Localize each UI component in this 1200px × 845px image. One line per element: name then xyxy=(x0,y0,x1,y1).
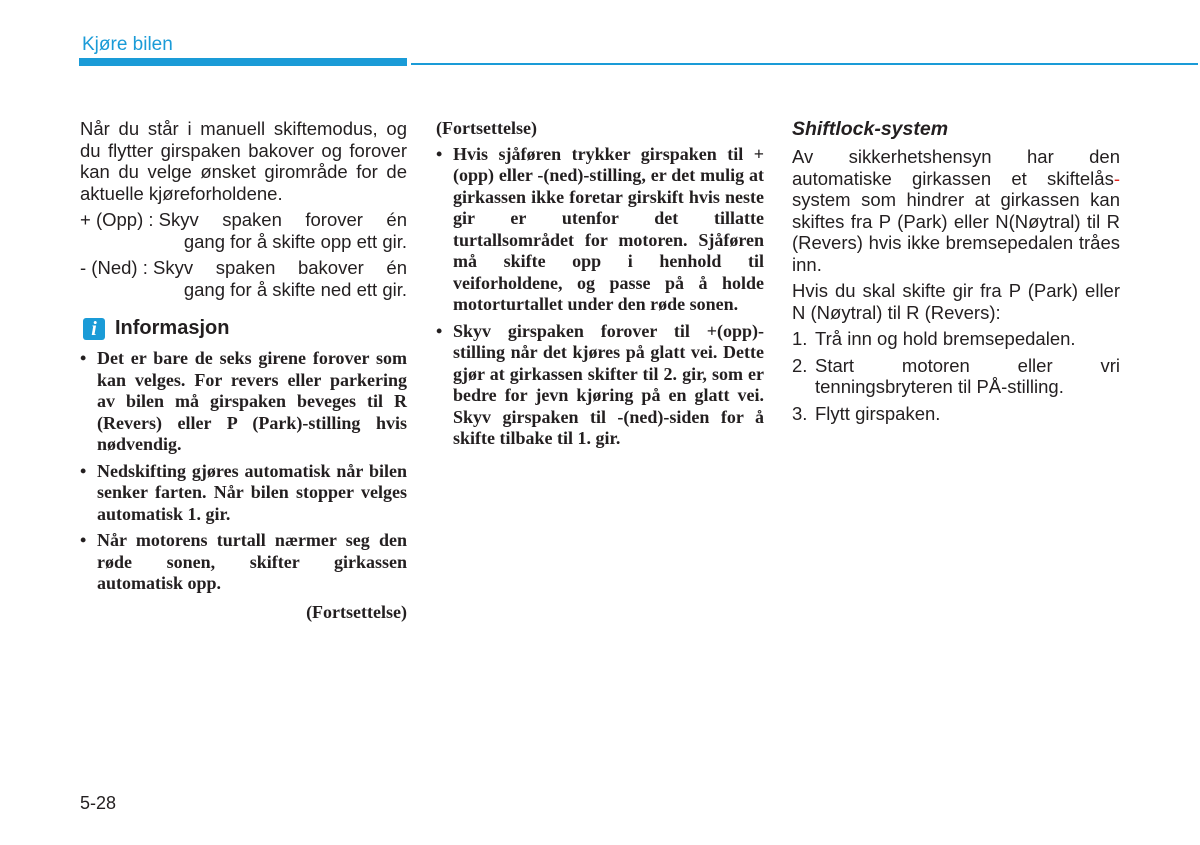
step-number: 1. xyxy=(792,328,808,349)
shiftlock-paragraph xyxy=(792,146,1120,275)
step-number: 3. xyxy=(792,402,808,424)
step-number: 2. xyxy=(792,354,808,376)
info-bullet: • Det er bare de seks girene forover som kan velges. For revers eller parkering av bilen må girspaken beveges til R (Revers) eller P (Park)-stilling hvis nødvendig. xyxy=(80,348,407,456)
opp-description-line2: gang for å skifte opp ett gir. xyxy=(183,230,407,252)
shiftlock-paragraph-part2: system som hindrer at girkassen kan skiftes fra P (Park) eller N(Nøytral) til R (Revers) hvis ikke bremsepedalen tråes inn. xyxy=(792,189,1120,275)
continued-label: (Fortsettelse) xyxy=(306,601,407,622)
info-bullet-list xyxy=(80,348,407,595)
step-item xyxy=(792,328,1120,350)
opp-definition xyxy=(80,209,407,252)
opp-description xyxy=(159,209,407,252)
section-title: Kjøre bilen xyxy=(82,34,173,55)
continued-bullet: • Skyv girspaken forover til +(opp)-stilling når det kjøres på glatt vei. Dette gjør at girkassen skifter til 2. gir, som er bedre for jevn kjøring på en glatt vei. Skyv girspaken til -(ned)-siden for å skifte tilbake til 1. gir. xyxy=(436,321,764,450)
left-column xyxy=(80,118,407,623)
hyphen-mark: - xyxy=(1113,167,1120,189)
opp-description-line1: Skyv spaken forover én xyxy=(158,209,407,230)
info-bullet: • Nedskifting gjøres automatisk når bilen senker farten. Når bilen stopper velges automatisk 1. gir. xyxy=(80,461,407,526)
ned-description-line2: gang for å skifte ned ett gir. xyxy=(183,278,407,300)
info-icon: i xyxy=(83,318,105,340)
step-item xyxy=(792,355,1120,398)
ned-description xyxy=(153,257,407,300)
ned-definition xyxy=(80,257,407,300)
info-heading xyxy=(80,317,407,340)
header-rule-thick xyxy=(79,58,407,66)
steps-list xyxy=(792,328,1120,424)
intro-paragraph: Når du står i manuell skiftemodus, og du flytter girspaken bakover og forover kan du velge ønsket girområde for de aktuelle kjøreforholdene. xyxy=(80,118,407,204)
continued-label: (Fortsettelse) xyxy=(436,118,537,138)
shiftlock-heading: Shiftlock-system xyxy=(792,118,949,140)
step-text: Trå inn og hold bremsepedalen. xyxy=(815,328,1076,349)
header-rule-thin xyxy=(411,63,1198,65)
right-column xyxy=(792,118,1120,424)
continued-bullet: • Hvis sjåføren trykker girspaken til +(opp) eller -(ned)-stilling, er det mulig at girkassen ikke foretar girskift hvis neste gir er utenfor det tillatte turtallsområdet for motoren. Sjåføren må skifte opp i henhold til veiforholdene, og passe på å holde motorturtallet under den røde sonen. xyxy=(436,144,764,316)
page-number: 5-28 xyxy=(80,793,117,813)
opp-term: + (Opp) : xyxy=(80,209,159,230)
ned-description-line1: Skyv spaken bakover én xyxy=(152,257,407,278)
shift-instruction-paragraph: Hvis du skal skifte gir fra P (Park) eller N (Nøytral) til R (Revers): xyxy=(792,280,1120,323)
middle-column xyxy=(436,118,764,455)
shiftlock-paragraph-part1: Av sikkerhetshensyn har den automatiske girkassen et skiftelås xyxy=(792,146,1120,189)
step-text: Flytt girspaken. xyxy=(815,402,941,424)
step-text: Start motoren eller vri tenningsbryteren til PÅ-stilling. xyxy=(815,354,1120,397)
ned-term: - (Ned) : xyxy=(80,257,153,278)
step-item xyxy=(792,403,1120,425)
info-title: Informasjon xyxy=(115,317,230,339)
continued-bullet-list xyxy=(436,144,764,450)
info-bullet: • Når motorens turtall nærmer seg den røde sonen, skifter girkassen automatisk opp. xyxy=(80,530,407,595)
